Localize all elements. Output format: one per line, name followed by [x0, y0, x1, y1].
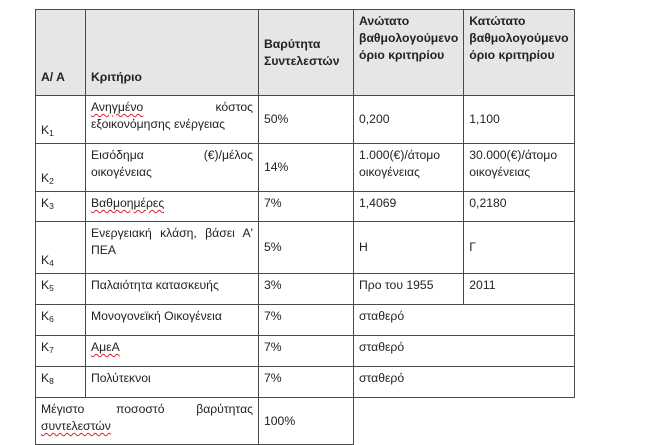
total-value: 100% — [259, 398, 354, 445]
table-row — [36, 367, 575, 398]
row-weight: 7% — [259, 305, 354, 336]
criteria-table — [35, 9, 575, 445]
row-weight: 14% — [259, 144, 354, 192]
row-fixed-value: σταθερό — [354, 305, 575, 336]
row-fixed-value: σταθερό — [354, 336, 575, 367]
row-weight: 5% — [259, 222, 354, 274]
header-criterion: Κριτήριο — [86, 10, 259, 96]
row-fixed-value: σταθερό — [354, 367, 575, 398]
row-criterion: Παλαιότητα κατασκευής — [86, 274, 259, 305]
row-upper: 1.000(€)/άτομο οικογένειας — [354, 144, 464, 192]
table-row — [36, 274, 575, 305]
row-upper: 1,4069 — [354, 192, 464, 222]
row-criterion: Πολύτεκνοι — [86, 367, 259, 398]
table-row — [36, 305, 575, 336]
row-id: $K_4$ — [36, 222, 86, 274]
row-upper: Προ του 1955 — [354, 274, 464, 305]
row-lower: 30.000(€)/άτομο οικογένειας — [464, 144, 574, 192]
row-criterion: Εισόδημα (€)/μέλος οικογένειας — [86, 144, 259, 192]
row-weight: 7% — [259, 336, 354, 367]
header-upper-limit: Ανώτατο βαθμολογούμενο όριο κριτηρίου — [354, 10, 464, 96]
row-lower: 2011 — [464, 274, 574, 305]
row-criterion: ΑμεΑ — [86, 336, 259, 367]
row-weight: 7% — [259, 367, 354, 398]
row-criterion: Ανηγμένο κόστος εξοικονόμησης ενέργειας — [86, 96, 259, 144]
row-weight: 50% — [259, 96, 354, 144]
row-upper: Η — [354, 222, 464, 274]
table-header-row — [36, 10, 575, 96]
total-label: Μέγιστο ποσοστό βαρύτητας συντελεστών — [36, 398, 259, 445]
row-criterion: Ενεργειακή κλάση, βάσει Α' ΠΕΑ — [86, 222, 259, 274]
row-id: $K_2$ — [36, 144, 86, 192]
table-row — [36, 192, 575, 222]
table-row — [36, 144, 575, 192]
header-id: Α/ Α — [36, 10, 86, 96]
row-weight: 7% — [259, 192, 354, 222]
row-id: $K_7$ — [36, 336, 86, 367]
empty-cell — [354, 398, 575, 445]
header-weight: Βαρύτητα Συντελεστών — [259, 10, 354, 96]
row-id: $K_5$ — [36, 274, 86, 305]
row-upper: 0,200 — [354, 96, 464, 144]
row-id: $K_6$ — [36, 305, 86, 336]
header-lower-limit: Κατώτατο βαθμολογούμενο όριο κριτηρίου — [464, 10, 574, 96]
table-row — [36, 222, 575, 274]
row-id: $K_1$ — [36, 96, 86, 144]
row-lower: Γ — [464, 222, 574, 274]
total-row — [36, 398, 575, 445]
row-criterion: Μονογονεϊκή Οικογένεια — [86, 305, 259, 336]
row-lower: 1,100 — [464, 96, 574, 144]
table-row — [36, 336, 575, 367]
row-weight: 3% — [259, 274, 354, 305]
row-id: $K_3$ — [36, 192, 86, 222]
row-lower: 0,2180 — [464, 192, 574, 222]
row-criterion: Βαθμοημέρες — [86, 192, 259, 222]
row-id: $K_8$ — [36, 367, 86, 398]
table-row — [36, 96, 575, 144]
